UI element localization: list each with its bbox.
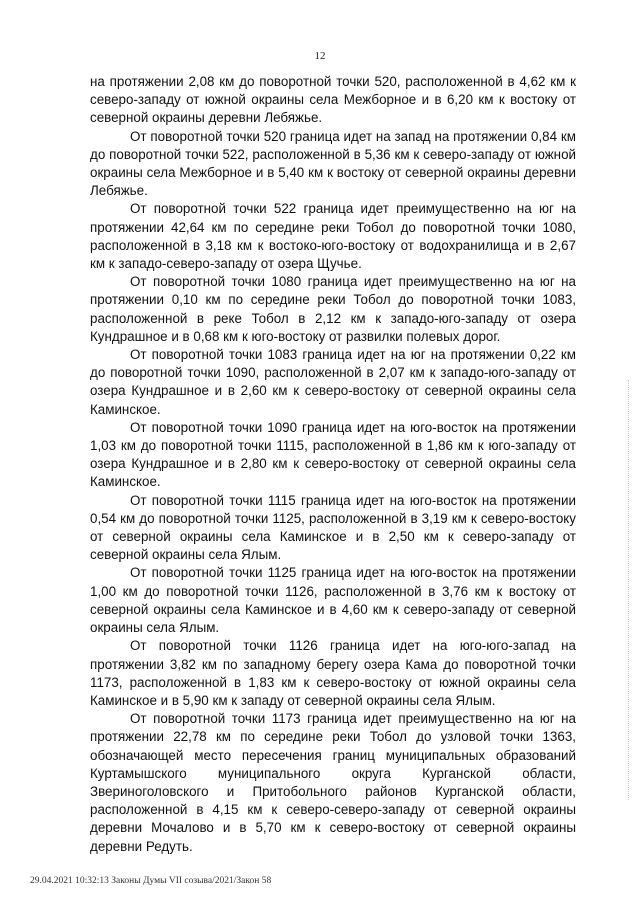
paragraph: От поворотной точки 1090 граница идет на юго-восток на протяжении 1,03 км до поворотной точки 1115, расположенной в 1,86 км к юго-западу от озера Кундрашное и в 2,80 км к северо-востоку от северной окраины села Каминское. [90,419,576,490]
paragraph: От поворотной точки 1115 граница идет на юго-восток на протяжении 0,54 км до поворотной точки 1125, расположенной в 3,19 км к северо-востоку от северной окраины села Каминское и в 2,50 км к северо-западу от северной окраины села Ялым. [90,492,576,563]
paragraph: на протяжении 2,08 км до поворотной точки 520, расположенной в 4,62 км к северо-западу от южной окраины села Межборное и в 6,20 км к востоку от северной окраины деревни Лебяжье. [90,74,576,126]
paragraph: От поворотной точки 522 граница идет преимущественно на юг на протяжении 42,64 км по середине реки Тобол до поворотной точки 1080, расположенной в 3,18 км к востоко-юго-востоку от водохранилища и в 2,67 км к западо-северо-западу от озера Щучье. [90,201,576,272]
paragraph: От поворотной точки 1125 граница идет на юго-восток на протяжении 1,00 км до поворотной точки 1126, расположенной в 3,76 км к востоку от северной окраины села Каминское и в 4,60 км к северо-западу от северной окраины села Ялым. [90,565,576,636]
document-body [90,73,576,856]
paragraph: От поворотной точки 1173 граница идет преимущественно на юг на протяжении 22,78 км по середине реки Тобол до узловой точки 1363, обозначающей место пересечения границ муниципальных образований Куртамышского муниципального округа Курганской области, Звериноголовского и Притобольного районов Курганской области, расположенной в 4,15 км к северо-северо-западу от северной окраины деревни Мочалово и в 5,70 км к северо-востоку от северной окраины деревни Редуть. [90,711,576,854]
paragraph: От поворотной точки 1083 граница идет на юг на протяжении 0,22 км до поворотной точки 1090, расположенной в 2,07 км к западо-юго-западу от озера Кундрашное и в 2,60 км к северо-востоку от северной окраины села Каминское. [90,347,576,417]
paragraph: От поворотной точки 1126 граница идет на юго-юго-запад на протяжении 3,82 км по западному берегу озера Кама до поворотной точки 1173, расположенной в 1,83 км к северо-востоку от южной окраины села Каминское и в 5,90 км к западу от северной окраины села Ялым. [90,638,576,708]
paragraph: От поворотной точки 1080 граница идет преимущественно на юг на протяжении 0,10 км по середине реки Тобол до поворотной точки 1083, расположенной в реке Тобол в 2,12 км к западо-юго-западу от озера Кундрашное и в 0,68 км к юго-востоку от развилки полевых дорог. [90,274,576,344]
paragraph: От поворотной точки 520 граница идет на запад на протяжении 0,84 км до поворотной точки 522, расположенной в 5,36 км к северо-западу от южной окраины села Межборное и в 5,40 км к востоку от северной окраины деревни Лебяжье. [90,128,576,199]
footer-stamp: 29.04.2021 10:32:13 Законы Думы VII созыва/2021/Закон 58 [30,876,272,886]
scan-edge-mark [628,380,631,800]
page-number: 12 [314,50,326,62]
